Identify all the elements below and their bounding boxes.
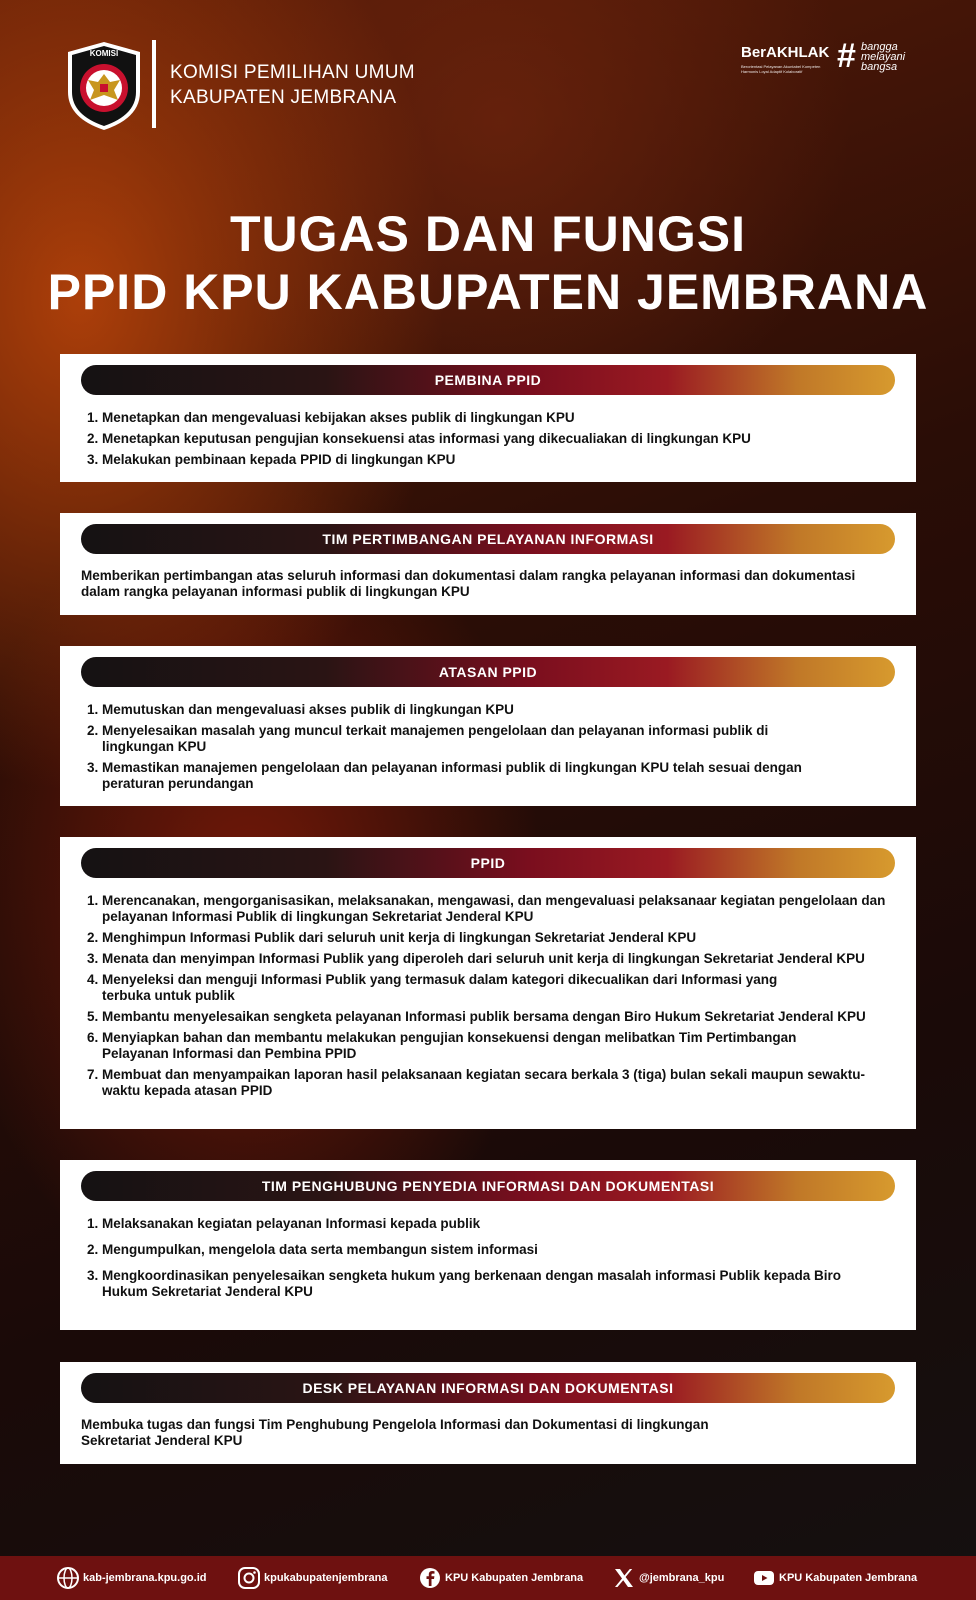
list-item: 2. Mengumpulkan, mengelola data serta membangun sistem informasi: [87, 1242, 538, 1257]
section-heading: PEMBINA PPID: [81, 365, 895, 395]
list-item: 2. Menetapkan keputusan pengujian konsekuensi atas informasi yang dikecualiakan di lingkungan KPU: [87, 431, 751, 446]
tagline: [861, 42, 905, 72]
list-item: 5. Membantu menyelesaikan sengketa pelayanan Informasi publik bersama dengan Biro Hukum Sekretariat Jenderal KPU: [87, 1009, 866, 1024]
footer-x[interactable]: [612, 1566, 724, 1590]
section-ppid: [60, 837, 916, 1129]
section-body: [81, 1216, 856, 1305]
list-item: 3. Memastikan manajemen pengelolaan dan pelayanan informasi publik di lingkungan KPU telah sesuai dengan peraturan perundangan: [87, 760, 802, 791]
youtube-icon: [752, 1566, 776, 1590]
divider: [152, 40, 156, 128]
organization-name: [170, 60, 415, 110]
section-body: [81, 568, 895, 600]
tagline-1: bangga: [861, 41, 898, 53]
section-tim-pertimbangan: [60, 513, 916, 615]
list-item: 2. Menyelesaikan masalah yang muncul terkait manajemen pengelolaan dan pelayanan informasi publik di lingkungan KPU: [87, 723, 769, 754]
list-item: 1. Melaksanakan kegiatan pelayanan Informasi kepada publik: [87, 1216, 481, 1231]
header: [60, 36, 916, 136]
title-line-1: TUGAS DAN FUNGSI: [230, 206, 746, 262]
globe-icon: [56, 1566, 80, 1590]
kpu-logo: [64, 40, 144, 132]
list-item: 1. Menetapkan dan mengevaluasi kebijakan akses publik di lingkungan KPU: [87, 410, 575, 425]
facebook-icon: [418, 1566, 442, 1590]
section-heading: PPID: [81, 848, 895, 878]
section-heading: DESK PELAYANAN INFORMASI DAN DOKUMENTASI: [81, 1373, 895, 1403]
tagline-2: melayani: [861, 51, 906, 63]
tagline-3: bangsa: [861, 61, 898, 73]
youtube-label: KPU Kabupaten Jembrana: [779, 1572, 918, 1584]
section-body: [81, 893, 895, 1104]
section-text: Membuka tugas dan fungsi Tim Penghubung Pengelola Informasi dan Dokumentasi di lingkungan Sekretariat Jenderal KPU: [81, 1417, 709, 1448]
section-heading: ATASAN PPID: [81, 657, 895, 687]
footer-website[interactable]: [56, 1566, 206, 1590]
list-item: 6. Menyiapkan bahan dan membantu melakukan pengujian konsekuensi dengan melibatkan Tim Pertimbangan Pelayanan Informasi dan Pembina PPID: [87, 1030, 797, 1061]
facebook-label: KPU Kabupaten Jembrana: [445, 1572, 584, 1584]
org-line-1: KOMISI PEMILIHAN UMUM: [170, 62, 415, 83]
section-desk-pelayanan: [60, 1362, 916, 1464]
section-body: [81, 410, 895, 473]
footer: [0, 1556, 976, 1600]
berakhlak-logo: [741, 37, 916, 76]
org-line-2: KABUPATEN JEMBRANA: [170, 87, 397, 108]
x-icon: [612, 1566, 636, 1590]
section-text: Memberikan pertimbangan atas seluruh informasi dan dokumentasi dalam rangka pelayanan informasi dan dokumentasi dalam rangka pelayanan informasi publik di lingkungan KPU: [81, 568, 856, 599]
hash-icon: #: [837, 37, 856, 75]
list-item: 4. Menyeleksi dan menguji Informasi Publik yang termasuk dalam kategori dikecualikan dari Informasi yang terbuka untuk publik: [87, 972, 778, 1003]
instagram-icon: [237, 1566, 261, 1590]
website-label: kab-jembrana.kpu.go.id: [83, 1572, 207, 1584]
section-body: [81, 702, 816, 797]
logo-top-text: KOMISI: [89, 49, 119, 58]
list-item: 3. Mengkoordinasikan penyelesaikan sengketa hukum yang berkenaan dengan masalah informasi Publik kepada Biro Hukum Sekretariat Jenderal KPU: [87, 1268, 841, 1299]
list-item: 3. Menata dan menyimpan Informasi Publik yang diperoleh dari seluruh unit kerja di lingkungan Sekretariat Jenderal KPU: [87, 951, 865, 966]
instagram-label: kpukabupatenjembrana: [264, 1572, 388, 1584]
footer-instagram[interactable]: [237, 1566, 387, 1590]
title-line-2: PPID KPU KABUPATEN JEMBRANA: [47, 264, 929, 320]
section-heading: TIM PERTIMBANGAN PELAYANAN INFORMASI: [81, 524, 895, 554]
section-pembina-ppid: [60, 354, 916, 482]
list-item: 1. Memutuskan dan mengevaluasi akses publik di lingkungan KPU: [87, 702, 514, 717]
list-item: 1. Merencanakan, mengorganisasikan, melaksanakan, mengawasi, dan mengevaluasi pelaksanaar kegiatan pengelolaan dan pelayanan Informasi Publik di lingkungan Sekretariat Jenderal KPU: [87, 893, 886, 924]
list-item: 2. Menghimpun Informasi Publik dari seluruh unit kerja di lingkungan Sekretariat Jenderal KPU: [87, 930, 697, 945]
footer-youtube[interactable]: [752, 1566, 917, 1590]
berakhlak-title: BerAKHLAK: [741, 44, 830, 61]
section-tim-penghubung: [60, 1160, 916, 1330]
section-atasan-ppid: [60, 646, 916, 806]
section-body: [81, 1417, 756, 1449]
list-item: 3. Melakukan pembinaan kepada PPID di lingkungan KPU: [87, 452, 456, 467]
page-title: [0, 205, 976, 321]
berakhlak-subtitle: Berorientasi Pelayanan Akuntabel Kompeten Harmonis Loyal Adaptif Kolaboratif: [741, 64, 821, 74]
x-label: @jembrana_kpu: [639, 1572, 725, 1584]
footer-facebook[interactable]: [418, 1566, 583, 1590]
list-item: 7. Membuat dan menyampaikan laporan hasil pelaksanaan kegiatan secara berkala 3 (tiga) bulan sekali maupun sewaktu-waktu kepada atasan PPID: [87, 1067, 866, 1098]
section-heading: TIM PENGHUBUNG PENYEDIA INFORMASI DAN DOKUMENTASI: [81, 1171, 895, 1201]
